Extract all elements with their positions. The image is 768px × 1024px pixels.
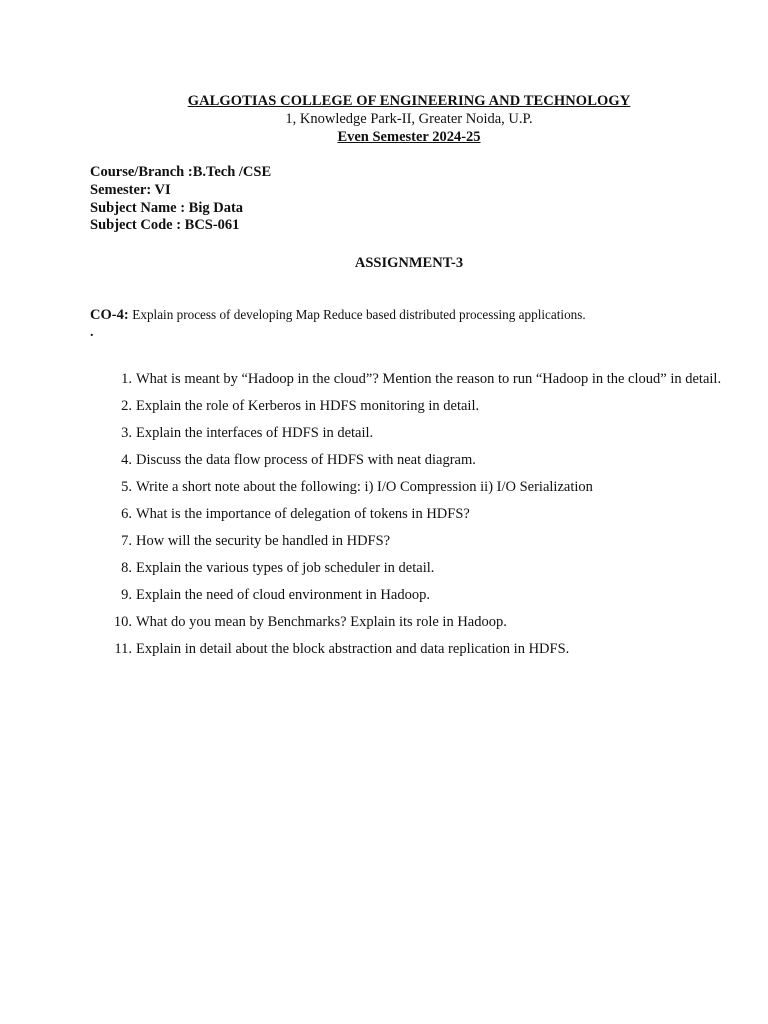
question-text: Write a short note about the following: i) I/O Compression ii) I/O Serialization xyxy=(136,479,593,495)
course-outcome xyxy=(90,307,586,324)
question-number: 11. xyxy=(114,641,132,657)
question-number: 1. xyxy=(121,371,132,387)
question-text: Explain the interfaces of HDFS in detail. xyxy=(136,425,374,441)
question-item xyxy=(110,501,730,528)
stray-mark: . xyxy=(90,325,94,340)
question-item xyxy=(110,393,730,420)
question-number: 7. xyxy=(121,533,132,549)
question-item xyxy=(110,609,730,636)
question-text: Explain the need of cloud environment in Hadoop. xyxy=(136,587,430,603)
question-number: 2. xyxy=(121,398,132,414)
subject-name: Subject Name : Big Data xyxy=(90,200,244,216)
course-outcome-label: CO-4: xyxy=(90,307,129,323)
question-number: 10. xyxy=(113,614,132,630)
question-text: How will the security be handled in HDFS? xyxy=(136,533,391,549)
question-text: What is the importance of delegation of tokens in HDFS? xyxy=(136,506,470,522)
question-number: 8. xyxy=(121,560,132,576)
question-item xyxy=(110,420,730,447)
question-item xyxy=(110,474,730,501)
question-number: 6. xyxy=(121,506,132,522)
course-outcome-text: Explain process of developing Map Reduce based distributed processing applications. xyxy=(132,307,586,322)
subject-code: Subject Code : BCS-061 xyxy=(90,217,240,233)
college-name: GALGOTIAS COLLEGE OF ENGINEERING AND TECHNOLOGY xyxy=(187,93,631,109)
assignment-title: ASSIGNMENT-3 xyxy=(354,255,464,271)
question-number: 4. xyxy=(121,452,132,468)
college-address: 1, Knowledge Park-II, Greater Noida, U.P. xyxy=(285,111,533,127)
question-number: 9. xyxy=(121,587,132,603)
question-number: 5. xyxy=(121,479,132,495)
question-text: Explain the role of Kerberos in HDFS monitoring in detail. xyxy=(136,398,480,414)
question-text: Discuss the data flow process of HDFS with neat diagram. xyxy=(136,452,476,468)
question-item xyxy=(110,366,730,393)
question-item xyxy=(110,582,730,609)
question-text: What is meant by “Hadoop in the cloud”? Mention the reason to run “Hadoop in the cloud” in detail. xyxy=(136,371,722,387)
semester-info: Semester: VI xyxy=(90,182,171,198)
course-branch: Course/Branch :B.Tech /CSE xyxy=(90,164,272,180)
question-list xyxy=(110,366,730,663)
question-text: Explain in detail about the block abstraction and data replication in HDFS. xyxy=(136,641,570,657)
question-item xyxy=(110,447,730,474)
question-text: What do you mean by Benchmarks? Explain its role in Hadoop. xyxy=(136,614,507,630)
question-text: Explain the various types of job scheduler in detail. xyxy=(136,560,435,576)
question-item xyxy=(110,555,730,582)
question-item xyxy=(110,528,730,555)
question-number: 3. xyxy=(121,425,132,441)
question-item xyxy=(110,636,730,663)
semester-heading: Even Semester 2024-25 xyxy=(337,129,481,145)
